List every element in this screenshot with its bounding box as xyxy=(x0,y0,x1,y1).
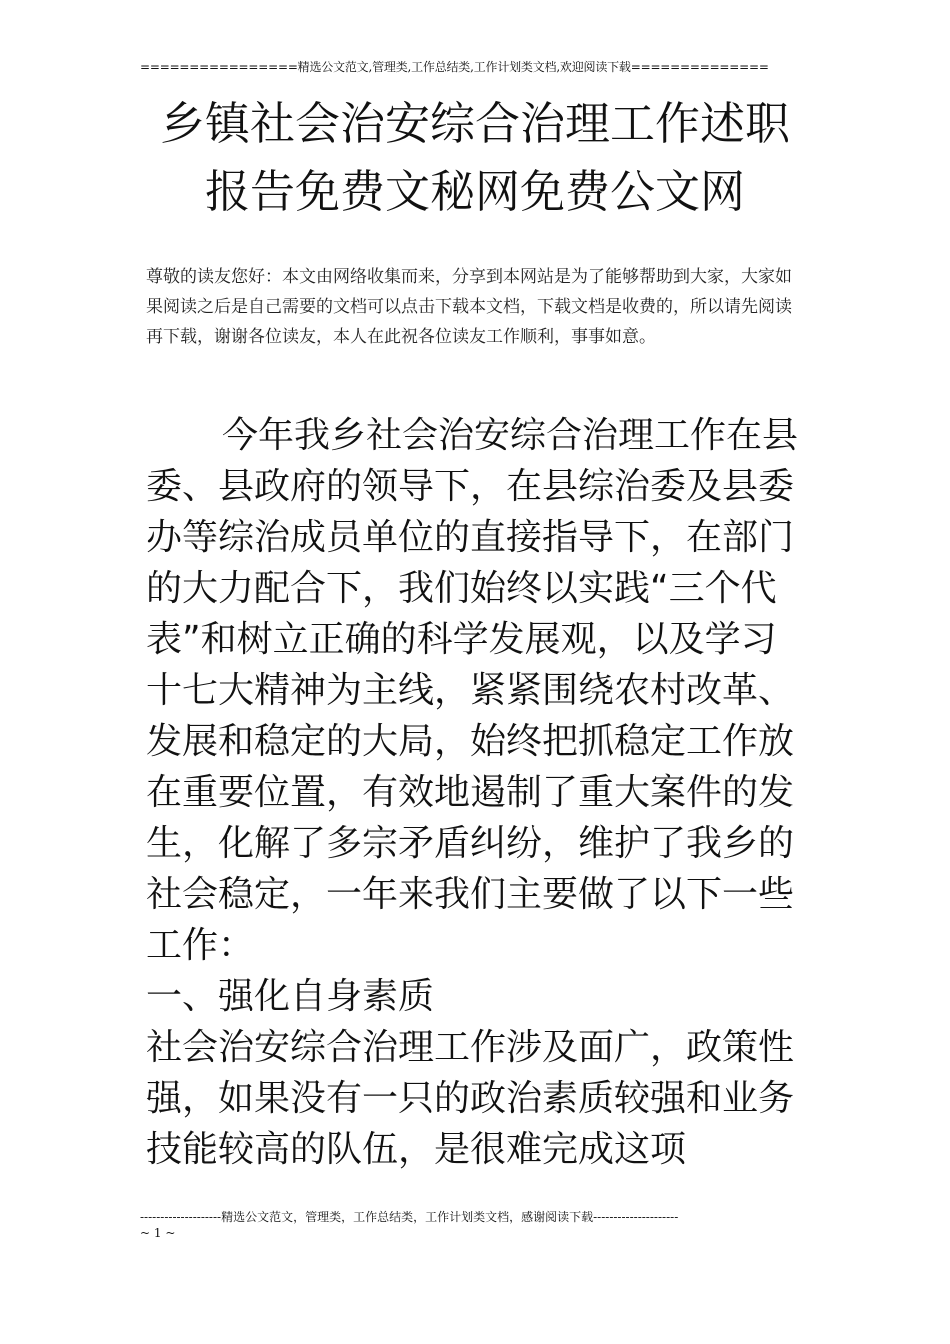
footer-banner: --------------------精选公文范文，管理类，工作总结类，工作计划类文档，感谢阅读下载--------------------- xyxy=(140,1210,679,1224)
section-heading-1: 一、强化自身素质 xyxy=(146,976,435,1017)
document-title: 乡镇社会治安综合治理工作述职报告免费文秘网免费公文网 xyxy=(159,97,790,218)
body-paragraph-1: 今年我乡社会治安综合治理工作在县委、县政府的领导下，在县综治委及县委办等综治成员单位的直接指导下，在部门的大力配合下，我们始终以实践“三个代表”和树立正确的科学发展观，以及学习十七大精神为主线，紧紧围绕农村改革、发展和稳定的大局，始终把抓稳定工作放在重要位置，有效地遏制了重大案件的发生，化解了多宗矛盾纠纷，维护了我乡的社会稳定，一年来我们主要做了以下一些工作： xyxy=(146,415,799,966)
header-banner: ================精选公文范文,管理类,工作总结类,工作计划类文档,欢迎阅读下载============== xyxy=(140,60,769,74)
page-number: ~ 1 ~ xyxy=(140,1226,176,1240)
body-paragraph-2: 社会治安综合治理工作涉及面广，政策性强，如果没有一只的政治素质较强和业务技能较高的队伍，是很难完成这项 xyxy=(146,1027,795,1170)
document-body xyxy=(146,410,806,1175)
intro-notice: 尊敬的读友您好：本文由网络收集而来，分享到本网站是为了能够帮助到大家，大家如果阅读之后是自己需要的文档可以点击下载本文档，下载文档是收费的，所以请先阅读再下载，谢谢各位读友，本人在此祝各位读友工作顺利，事事如意。 xyxy=(146,267,792,347)
